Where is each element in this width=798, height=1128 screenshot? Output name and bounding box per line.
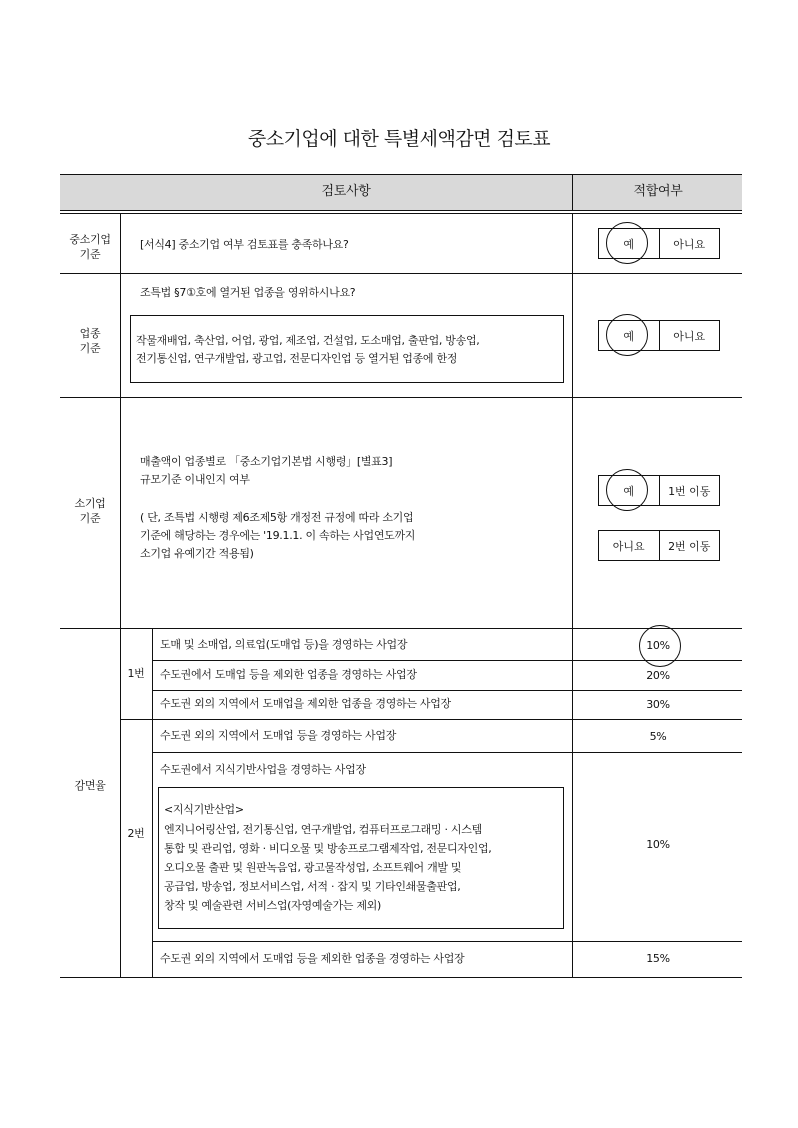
rate-row-text: 도매 및 소매업, 의료업(도매업 등)을 경영하는 사업장: [160, 638, 408, 651]
answer-no[interactable]: 아니요: [612, 539, 645, 553]
rate-value: 15%: [646, 952, 670, 965]
knowledge-line: 통합 및 관리업, 영화 · 비디오물 및 방송프로그램제작업, 전문디자인업,: [164, 842, 492, 855]
rule: [60, 397, 742, 398]
small-answer-no: [598, 530, 720, 561]
rate-value: 10%: [646, 838, 670, 851]
answer-yes[interactable]: 예: [623, 329, 635, 343]
rule: [152, 628, 153, 977]
selection-circle: [639, 625, 681, 667]
industry-list-line: 작물재배업, 축산업, 어업, 광업, 제조업, 건설업, 도소매업, 출판업, 방송업,: [136, 334, 480, 347]
rate-row-text: 수도권 외의 지역에서 도매업 등을 경영하는 사업장: [160, 729, 397, 742]
rule: [60, 273, 742, 274]
answer-yes[interactable]: 예: [623, 484, 635, 498]
rule: [60, 213, 742, 214]
rule: [60, 174, 742, 175]
go-to-1: 1번 이동: [659, 476, 720, 505]
industry-label: 기준: [79, 342, 101, 355]
rate-value: 20%: [646, 669, 670, 682]
sme-question: [서식4] 중소기업 여부 검토표를 충족하나요?: [140, 238, 349, 251]
knowledge-line: 창작 및 예술관련 서비스업(자영예술가는 제외): [164, 899, 381, 912]
rule: [60, 977, 742, 978]
selection-circle: [606, 314, 648, 356]
rule: [152, 941, 742, 942]
rule: [152, 752, 742, 753]
industry-label: 업종: [79, 327, 101, 340]
knowledge-line: 오디오물 출판 및 원판녹음업, 광고물작성업, 소프트웨어 개발 및: [164, 861, 462, 874]
rate-row-text: 수도권에서 지식기반사업을 경영하는 사업장: [160, 763, 366, 776]
rule: [152, 690, 742, 691]
rate-row-text: 수도권 외의 지역에서 도매업 등을 제외한 업종을 경영하는 사업장: [160, 952, 465, 965]
small-label: 기준: [79, 512, 101, 525]
rate-row-text: 수도권에서 도매업 등을 제외한 업종을 경영하는 사업장: [160, 668, 417, 681]
answer-yes[interactable]: 예: [623, 237, 635, 251]
rule: [60, 210, 742, 211]
small-label: 소기업: [74, 497, 106, 510]
rate-value: 5%: [649, 730, 667, 743]
sme-label: 중소기업: [69, 233, 111, 246]
rates-label: 감면율: [74, 779, 106, 792]
sme-label: 기준: [79, 248, 101, 261]
rate-value: 10%: [646, 639, 670, 652]
rule: [572, 175, 573, 210]
rule: [60, 628, 742, 629]
rule: [120, 213, 121, 628]
answer-no[interactable]: 아니요: [659, 321, 720, 350]
group-2-label: 2번: [127, 827, 145, 840]
industry-list-line: 전기통신업, 연구개발업, 광고업, 전문디자인업 등 열거된 업종에 한정: [136, 352, 458, 365]
small-note: ( 단, 조특법 시행령 제6조제5항 개정전 규정에 따라 소기업: [140, 511, 414, 524]
small-text: 매출액이 업종별로 「중소기업기본법 시행령」[별표3]: [140, 455, 393, 468]
rule: [120, 719, 742, 720]
rate-value: 30%: [646, 698, 670, 711]
header-review-items: 검토사항: [321, 184, 371, 199]
go-to-2: 2번 이동: [659, 531, 720, 560]
selection-circle: [606, 469, 648, 511]
industry-list-box: [130, 315, 564, 383]
industry-question: 조특법 §7①호에 열거된 업종을 영위하시나요?: [140, 286, 356, 299]
header-eligibility: 적합여부: [633, 184, 683, 199]
rule: [572, 213, 573, 977]
knowledge-line: <지식기반산업>: [164, 803, 244, 816]
knowledge-line: 공급업, 방송업, 정보서비스업, 서적 · 잡지 및 기타인쇄물출판업,: [164, 880, 461, 893]
knowledge-line: 엔지니어링산업, 전기통신업, 연구개발업, 컴퓨터프로그래밍 · 시스템: [164, 823, 482, 836]
group-1-label: 1번: [127, 667, 145, 680]
rate-row-text: 수도권 외의 지역에서 도매업을 제외한 업종을 경영하는 사업장: [160, 697, 451, 710]
answer-no[interactable]: 아니요: [659, 229, 720, 258]
small-note: 기준에 해당하는 경우에는 '19.1.1. 이 속하는 사업연도까지: [140, 529, 416, 542]
page-title: 중소기업에 대한 특별세액감면 검토표: [247, 128, 551, 150]
small-text: 규모기준 이내인지 여부: [140, 473, 250, 486]
small-note: 소기업 유예기간 적용됨): [140, 547, 254, 560]
selection-circle: [606, 222, 648, 264]
